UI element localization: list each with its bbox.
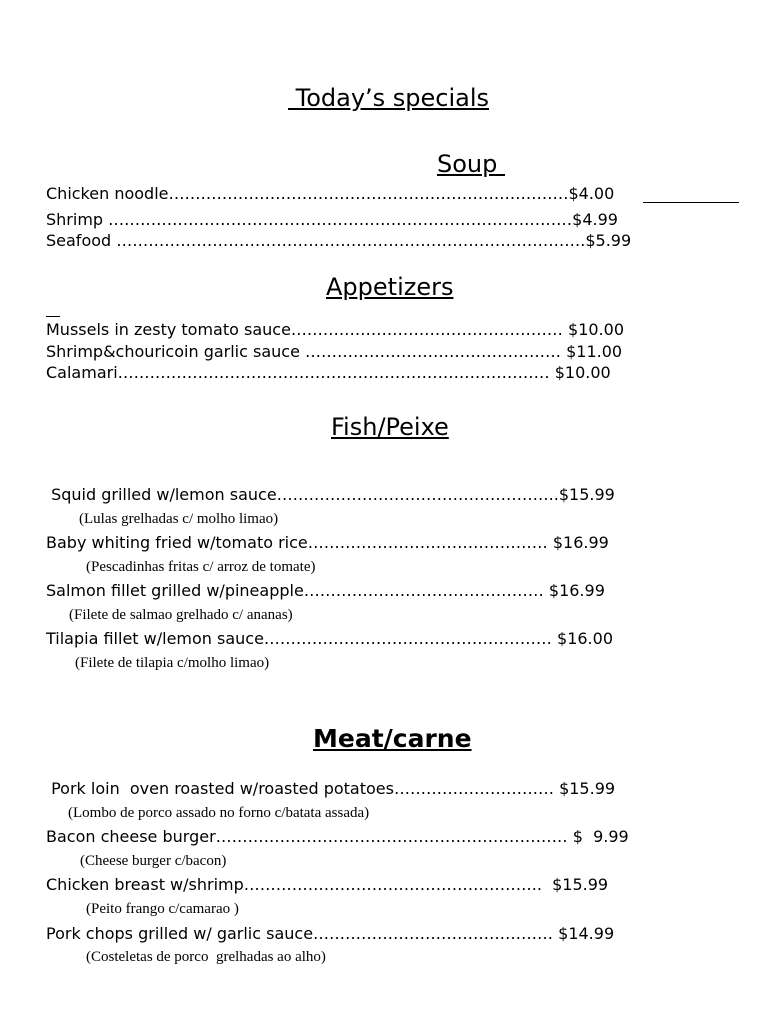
soup-heading: Soup [437, 150, 505, 178]
meat-heading: Meat/carne [313, 724, 472, 753]
meat-translation-pork-chops: (Costeletas de porco grelhadas ao alho) [86, 949, 326, 965]
fish-item-salmon: Salmon fillet grilled w/pineapple……………………………………… $16.99 [46, 581, 605, 600]
fish-heading: Fish/Peixe [331, 413, 449, 441]
appetizer-item-mussels: Mussels in zesty tomato sauce…………………………………………… $10.00 [46, 320, 624, 339]
fish-translation-baby-whiting: (Pescadinhas fritas c/ arroz de tomate) [86, 559, 316, 575]
fish-item-tilapia: Tilapia fillet w/lemon sauce……………………………………………… $16.00 [46, 629, 613, 648]
meat-translation-chicken-breast: (Peito frango c/camarao ) [86, 901, 239, 917]
appetizer-item-calamari: Calamari……………………………………………………………………… $10.00 [46, 363, 611, 382]
fish-item-squid: Squid grilled w/lemon sauce……………………………………………..$15.99 [46, 485, 615, 504]
meat-item-pork-loin: Pork loin oven roasted w/roasted potatoes………………………… $15.99 [46, 779, 616, 798]
soup-item-seafood: Seafood …………………………………………………………………………….$5.99 [46, 231, 632, 250]
soup-item-chicken-noodle: Chicken noodle…………………………………………………………………$4.00 [46, 184, 615, 203]
appetizer-item-shrimp-chourico: Shrimp&chouricoin garlic sauce ………………………………………… $11.00 [46, 342, 623, 361]
appetizers-heading: Appetizers [326, 273, 454, 301]
short-rule [46, 316, 60, 317]
meat-item-chicken-breast: Chicken breast w/shrimp……………………………………………….. $15.99 [46, 875, 609, 894]
meat-item-pork-chops: Pork chops grilled w/ garlic sauce……………………………………… $14.99 [46, 924, 615, 943]
fish-translation-squid: (Lulas grelhadas c/ molho limao) [79, 511, 279, 527]
fish-translation-salmon: (Filete de salmao grelhado c/ ananas) [69, 607, 293, 623]
fish-item-baby-whiting: Baby whiting fried w/tomato rice……………………………………… $16.99 [46, 533, 609, 552]
soup-item-shrimp: Shrimp ……………………………………………………………………………$4.99 [46, 210, 618, 229]
meat-item-bacon-burger: Bacon cheese burger………………………………………………………… $ 9.99 [46, 827, 629, 846]
underline-rule [643, 202, 739, 203]
meat-translation-bacon-burger: (Cheese burger c/bacon) [80, 853, 227, 869]
page-title: Today’s specials [288, 84, 490, 112]
meat-translation-pork-loin: (Lombo de porco assado no forno c/batata assada) [68, 805, 370, 821]
fish-translation-tilapia: (Filete de tilapia c/molho limao) [75, 655, 270, 671]
